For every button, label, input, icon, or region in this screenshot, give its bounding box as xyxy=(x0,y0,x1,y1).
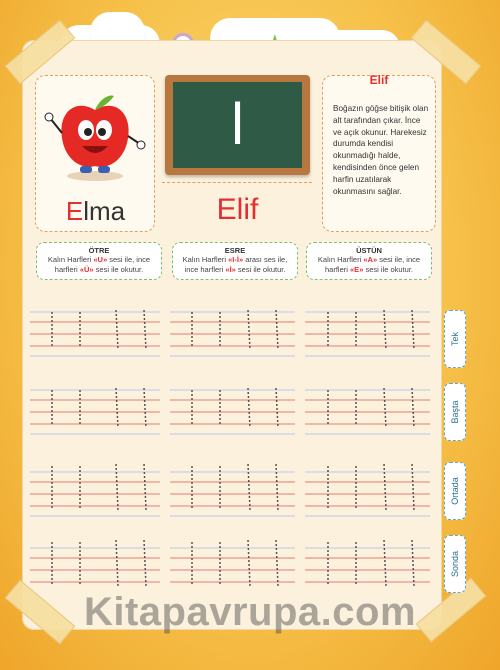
rule-otre xyxy=(36,242,162,280)
chalkboard xyxy=(165,75,310,175)
rule-text: Kalın Harfleri «I-İ» arası ses ile, ince harfleri «İ» sesi ile okutur. xyxy=(182,255,288,274)
rule-title: ÜSTÜN xyxy=(356,246,382,255)
practice-row-basta xyxy=(30,388,430,434)
watermark: Kitapavrupa.com xyxy=(83,590,417,634)
rule-text: Kalın Harfleri «A» sesi ile, ince harfleri «E» sesi ile okutur. xyxy=(317,255,421,274)
arabic-letter: ا xyxy=(173,82,302,168)
rule-text: Kalın Harfleri «U» sesi ile, ince harfleri «Ü» sesi ile okutur. xyxy=(47,255,151,274)
rule-title: ÖTRE xyxy=(88,246,110,255)
info-title: Elif xyxy=(369,73,389,87)
example-word: Elma xyxy=(65,196,126,226)
apple-illustration xyxy=(40,88,150,183)
practice-grid xyxy=(30,292,435,592)
rule-ustun xyxy=(306,242,432,280)
rule-title: ESRE xyxy=(224,246,246,255)
side-tab-ortada: Ortada xyxy=(444,462,466,520)
rule-esre xyxy=(172,242,298,280)
letter-name: Elif xyxy=(216,193,259,226)
side-tab-sonda: Sonda xyxy=(444,535,466,593)
practice-row-tek xyxy=(30,310,430,356)
info-text: Boğazın göğse bitişik olan alt tarafından çıkar. İnce ve açık okunur. Harekesiz durumda kendisi okunmadığı halde, kendisinden önce gelen harfin uzatılarak okunmasını sağlar. xyxy=(333,104,429,196)
side-tab-basta: Başta xyxy=(444,383,466,441)
board-divider xyxy=(162,182,312,183)
practice-row-sonda xyxy=(30,540,430,586)
side-tab-tek: Tek xyxy=(444,310,466,368)
practice-row-ortada xyxy=(30,464,430,516)
